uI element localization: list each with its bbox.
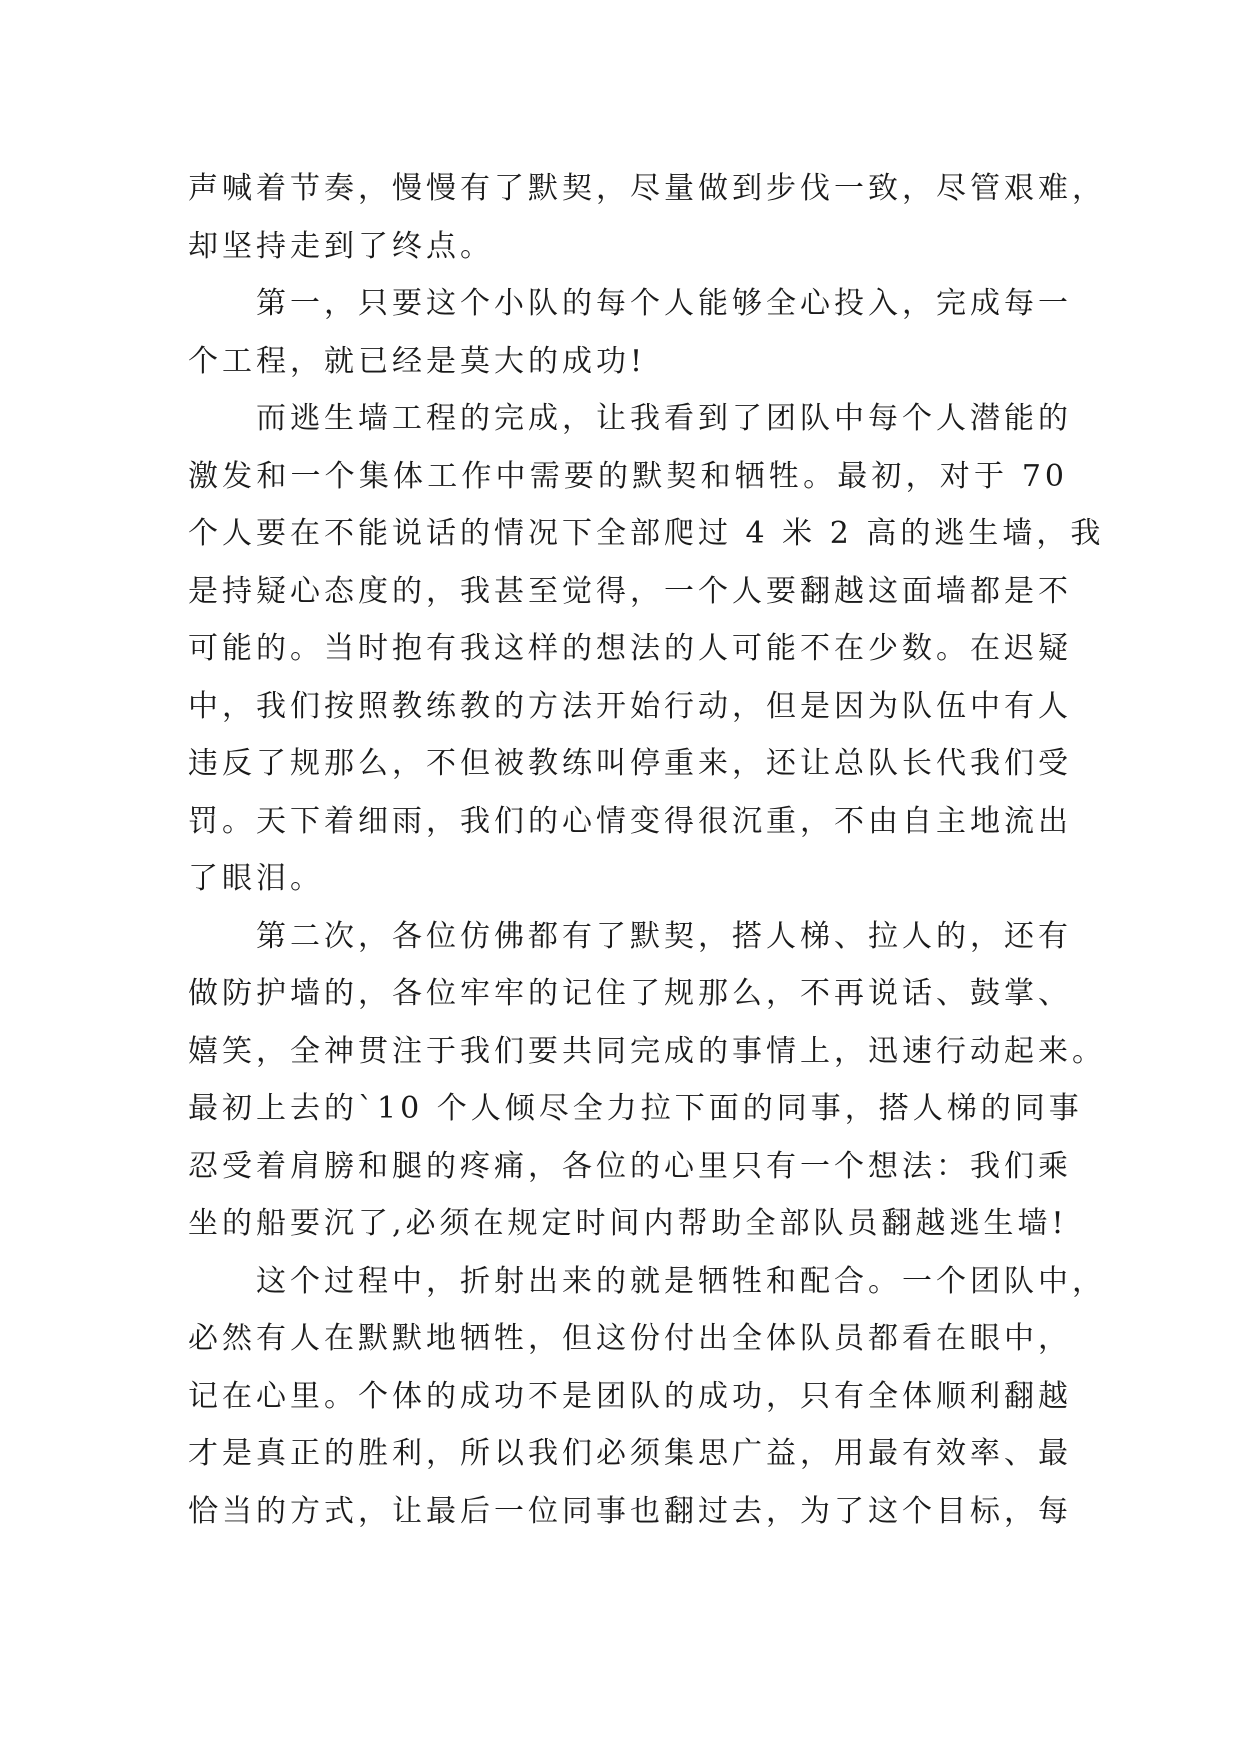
paragraph-first-line: 第二次，各位仿佛都有了默契，搭人梯、拉人的，还有 <box>256 918 1072 954</box>
text-line: 却坚持走到了终点。 <box>188 228 494 264</box>
text-line: 忍受着肩膀和腿的疼痛，各位的心里只有一个想法：我们乘 <box>188 1148 1072 1184</box>
text-line: 才是真正的胜利，所以我们必须集思广益，用最有效率、最 <box>188 1436 1072 1471</box>
text-line: 恰当的方式，让最后一位同事也翻过去，为了这个目标，每 <box>188 1493 1072 1529</box>
document-body <box>188 160 1106 1540</box>
text-line: 个人要在不能说话的情况下全部爬过 4 米 2 高的逃生墙，我 <box>188 516 1105 551</box>
text-line: 是持疑心态度的，我甚至觉得，一个人要翻越这面墙都是不 <box>188 573 1072 609</box>
paragraph-first-line: 第一，只要这个小队的每个人能够全心投入，完成每一 <box>256 286 1072 321</box>
text-line: 了眼泪。 <box>188 861 324 896</box>
text-line: 违反了规那么，不但被教练叫停重来，还让总队长代我们受 <box>188 746 1072 781</box>
text-line: 嬉笑，全神贯注于我们要共同完成的事情上，迅速行动起来。 <box>188 1033 1106 1069</box>
text-line: 必然有人在默默地牺牲，但这份付出全体队员都看在眼中， <box>188 1321 1072 1356</box>
text-line: 激发和一个集体工作中需要的默契和牺牲。最初，对于 70 <box>188 458 1068 494</box>
text-line: 记在心里。个体的成功不是团队的成功，只有全体顺利翻越 <box>188 1378 1072 1414</box>
text-line: 坐的船要沉了,必须在规定时间内帮助全部队员翻越逃生墙! <box>188 1206 1068 1241</box>
text-line: 可能的。当时抱有我这样的想法的人可能不在少数。在迟疑 <box>188 631 1072 666</box>
paragraph-first-line: 这个过程中，折射出来的就是牺牲和配合。一个团队中， <box>256 1263 1106 1299</box>
paragraph-first-line: 而逃生墙工程的完成，让我看到了团队中每个人潜能的 <box>256 401 1072 436</box>
text-line: 个工程，就已经是莫大的成功! <box>188 343 647 379</box>
text-line: 声喊着节奏，慢慢有了默契，尽量做到步伐一致，尽管艰难， <box>188 171 1106 206</box>
text-line: 中，我们按照教练教的方法开始行动，但是因为队伍中有人 <box>188 688 1072 724</box>
text-line: 最初上去的`10 个人倾尽全力拉下面的同事，搭人梯的同事 <box>188 1091 1083 1126</box>
text-line: 做防护墙的，各位牢牢的记住了规那么，不再说话、鼓掌、 <box>188 976 1072 1011</box>
text-line: 罚。天下着细雨，我们的心情变得很沉重，不由自主地流出 <box>188 803 1072 839</box>
